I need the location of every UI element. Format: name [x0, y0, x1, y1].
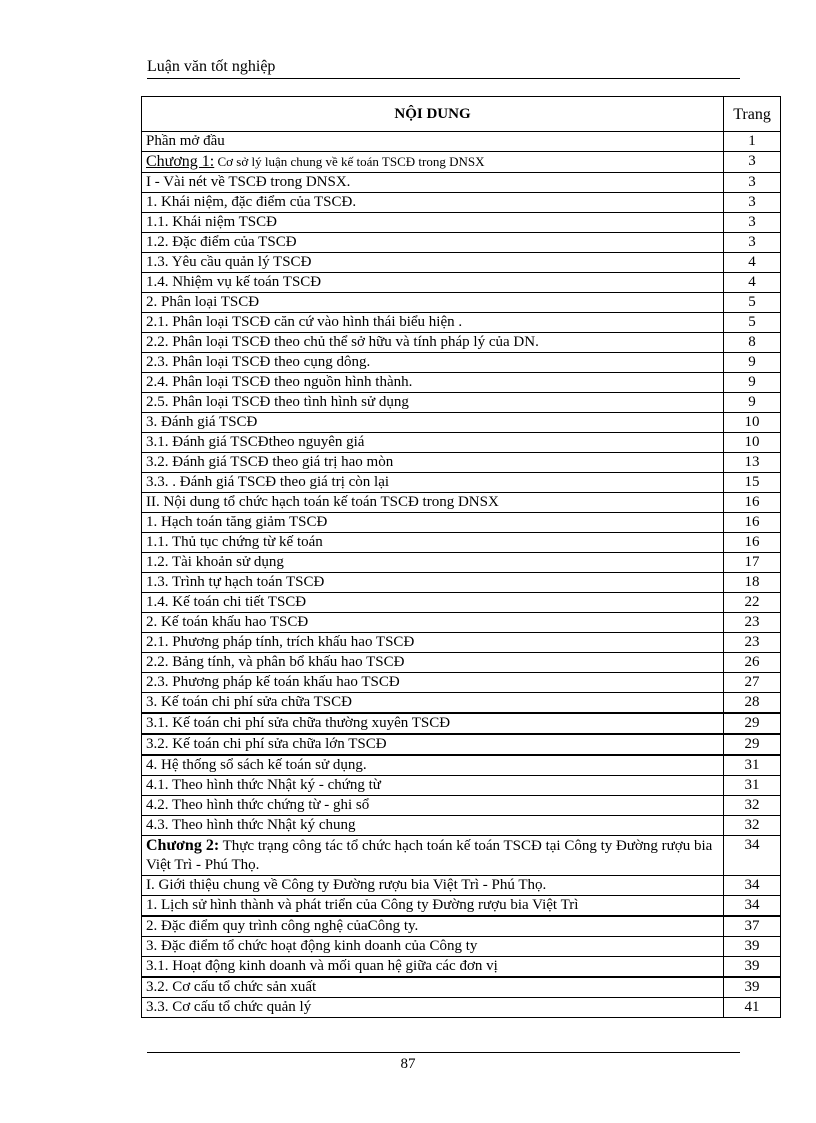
toc-page-number: 37 — [724, 916, 781, 937]
toc-entry-text: 1. Khái niệm, đặc điểm của TSCĐ. — [146, 194, 357, 210]
table-row — [142, 957, 781, 978]
toc-entry-text: 3.2. Đánh giá TSCĐ theo giá trị hao mòn — [146, 454, 394, 470]
toc-entry — [142, 493, 724, 513]
toc-entry — [142, 796, 724, 816]
toc-entry-text: 2.3. Phân loại TSCĐ theo cụng dông. — [146, 354, 371, 370]
toc-entry — [142, 213, 724, 233]
toc-entry — [142, 152, 724, 173]
toc-entry — [142, 633, 724, 653]
toc-entry-text: 3. Đánh giá TSCĐ — [146, 414, 258, 430]
toc-entry — [142, 977, 724, 998]
toc-entry-text: 2.1. Phương pháp tính, trích khấu hao TSCĐ — [146, 634, 415, 650]
toc-entry-text: Thực trạng công tác tổ chức hạch toán kế toán TSCĐ tại Công ty Đường rượu bia Việt Trì - Phú Thọ. — [146, 838, 713, 873]
table-row — [142, 353, 781, 373]
table-row — [142, 533, 781, 553]
table-row — [142, 755, 781, 776]
toc-entry-text: 4.1. Theo hình thức Nhật ký - chứng từ — [146, 777, 381, 793]
table-row — [142, 333, 781, 353]
table-of-contents — [141, 96, 781, 1018]
toc-entry-text: 1. Lịch sử hình thành và phát triển của Công ty Đường rượu bia Việt Trì — [146, 897, 579, 913]
toc-page-number: 10 — [724, 433, 781, 453]
toc-page-number: 9 — [724, 373, 781, 393]
toc-entry — [142, 533, 724, 553]
table-row — [142, 373, 781, 393]
toc-entry-text: Cơ sở lý luận chung về kế toán TSCĐ trong DNSX — [214, 154, 485, 169]
toc-entry-text: 1.3. Yêu cầu quản lý TSCĐ — [146, 254, 312, 270]
toc-page-number: 22 — [724, 593, 781, 613]
toc-page-number: 3 — [724, 152, 781, 173]
toc-page-number: 28 — [724, 693, 781, 714]
toc-page-number: 23 — [724, 633, 781, 653]
toc-entry-text: 2. Kế toán khấu hao TSCĐ — [146, 614, 309, 630]
toc-entry-text: I - Vài nét về TSCĐ trong DNSX. — [146, 174, 351, 190]
table-row — [142, 653, 781, 673]
toc-page-number: 41 — [724, 998, 781, 1018]
toc-page-number: 1 — [724, 132, 781, 152]
table-row — [142, 513, 781, 533]
toc-entry — [142, 755, 724, 776]
toc-entry — [142, 836, 724, 876]
table-row — [142, 937, 781, 957]
toc-entry — [142, 373, 724, 393]
toc-entry — [142, 613, 724, 633]
table-row — [142, 633, 781, 653]
toc-page-number: 39 — [724, 977, 781, 998]
toc-entry-text: 1.4. Kế toán chi tiết TSCĐ — [146, 594, 307, 610]
toc-entry — [142, 453, 724, 473]
toc-entry — [142, 876, 724, 896]
toc-entry-text: 4.2. Theo hình thức chứng từ - ghi sổ — [146, 797, 370, 813]
table-row — [142, 173, 781, 193]
table-row — [142, 693, 781, 714]
toc-entry-text: 1.2. Tài khoản sử dụng — [146, 554, 284, 570]
toc-entry-text: 1.3. Trình tự hạch toán TSCĐ — [146, 574, 325, 590]
toc-page-number: 31 — [724, 755, 781, 776]
table-row — [142, 713, 781, 734]
toc-entry-text: 3.1. Đánh giá TSCĐtheo nguyên giá — [146, 434, 365, 450]
toc-entry-text: 2.1. Phân loại TSCĐ căn cứ vào hình thái biểu hiện . — [146, 314, 463, 330]
toc-entry — [142, 776, 724, 796]
toc-page-number: 39 — [724, 937, 781, 957]
table-row — [142, 453, 781, 473]
toc-entry-text: 1.2. Đặc điểm của TSCĐ — [146, 234, 297, 250]
toc-entry — [142, 998, 724, 1018]
toc-entry-text: 1.4. Nhiệm vụ kế toán TSCĐ — [146, 274, 322, 290]
toc-entry-text: 3.1. Kế toán chi phí sửa chữa thường xuyên TSCĐ — [146, 715, 451, 731]
table-row — [142, 493, 781, 513]
toc-entry — [142, 693, 724, 714]
toc-page-number: 16 — [724, 533, 781, 553]
toc-entry-text: II. Nội dung tổ chức hạch toán kế toán TSCĐ trong DNSX — [146, 494, 499, 510]
toc-page-number: 18 — [724, 573, 781, 593]
toc-entry-text: 2.2. Phân loại TSCĐ theo chủ thể sở hữu và tính pháp lý của DN. — [146, 334, 539, 350]
toc-page-number: 5 — [724, 293, 781, 313]
toc-entry-text: 3. Đặc điểm tổ chức hoạt động kinh doanh của Công ty — [146, 938, 478, 954]
column-header-content: NỘI DUNG — [142, 97, 724, 132]
toc-entry-text: 2. Phân loại TSCĐ — [146, 294, 260, 310]
table-row — [142, 213, 781, 233]
toc-page-number: 5 — [724, 313, 781, 333]
toc-page-number: 13 — [724, 453, 781, 473]
toc-entry — [142, 353, 724, 373]
table-row — [142, 473, 781, 493]
table-row — [142, 673, 781, 693]
table-row — [142, 998, 781, 1018]
toc-page-number: 10 — [724, 413, 781, 433]
table-row — [142, 876, 781, 896]
toc-entry-text: 3.3. . Đánh giá TSCĐ theo giá trị còn lại — [146, 474, 390, 490]
toc-entry-text: 2. Đặc điểm quy trình công nghệ củaCông ty. — [146, 918, 419, 934]
toc-entry-text: Phần mở đầu — [146, 133, 225, 149]
toc-entry — [142, 653, 724, 673]
toc-header-row — [142, 97, 781, 132]
toc-entry — [142, 734, 724, 755]
toc-entry — [142, 473, 724, 493]
table-row — [142, 613, 781, 633]
table-row — [142, 273, 781, 293]
toc-page-number: 3 — [724, 193, 781, 213]
toc-page-number: 15 — [724, 473, 781, 493]
table-row — [142, 916, 781, 937]
toc-page-number: 3 — [724, 173, 781, 193]
toc-entry-text: 3. Kế toán chi phí sửa chữa TSCĐ — [146, 694, 352, 710]
table-row — [142, 152, 781, 173]
toc-entry-text: 3.2. Kế toán chi phí sửa chữa lớn TSCĐ — [146, 736, 387, 752]
toc-entry — [142, 957, 724, 978]
toc-entry — [142, 896, 724, 917]
table-row — [142, 836, 781, 876]
toc-entry-text: 2.4. Phân loại TSCĐ theo nguồn hình thành. — [146, 374, 413, 390]
table-row — [142, 977, 781, 998]
toc-entry — [142, 433, 724, 453]
header-title: Luận văn tốt nghiệp — [147, 58, 276, 75]
toc-entry — [142, 713, 724, 734]
toc-page-number: 3 — [724, 213, 781, 233]
toc-entry — [142, 293, 724, 313]
toc-entry — [142, 553, 724, 573]
toc-page-number: 9 — [724, 393, 781, 413]
toc-page-number: 9 — [724, 353, 781, 373]
toc-entry — [142, 313, 724, 333]
table-row — [142, 816, 781, 836]
toc-entry-text: 3.1. Hoạt động kinh doanh và mối quan hệ giữa các đơn vị — [146, 958, 498, 974]
chapter-prefix: Chương 2: — [146, 837, 220, 854]
table-row — [142, 253, 781, 273]
toc-entry — [142, 253, 724, 273]
table-row — [142, 796, 781, 816]
table-row — [142, 553, 781, 573]
toc-entry-text: 1.1. Khái niệm TSCĐ — [146, 214, 277, 230]
toc-entry-text: 3.3. Cơ cấu tổ chức quản lý — [146, 999, 312, 1015]
toc-page-number: 26 — [724, 653, 781, 673]
toc-entry — [142, 132, 724, 152]
toc-entry — [142, 193, 724, 213]
table-row — [142, 132, 781, 152]
toc-page-number: 4 — [724, 273, 781, 293]
table-row — [142, 734, 781, 755]
toc-entry — [142, 593, 724, 613]
table-row — [142, 413, 781, 433]
toc-page-number: 34 — [724, 836, 781, 876]
toc-page-number: 3 — [724, 233, 781, 253]
toc-page-number: 23 — [724, 613, 781, 633]
table-row — [142, 233, 781, 253]
page-number: 87 — [400, 1056, 416, 1072]
table-row — [142, 896, 781, 917]
table-row — [142, 573, 781, 593]
toc-page-number: 32 — [724, 796, 781, 816]
toc-entry — [142, 937, 724, 957]
toc-page-number: 34 — [724, 876, 781, 896]
table-row — [142, 193, 781, 213]
chapter-prefix: Chương 1: — [146, 153, 215, 170]
toc-entry-text: 2.3. Phương pháp kế toán khấu hao TSCĐ — [146, 674, 400, 690]
toc-entry — [142, 916, 724, 937]
toc-entry-text: 2.5. Phân loại TSCĐ theo tình hình sử dụng — [146, 394, 409, 410]
toc-entry — [142, 673, 724, 693]
toc-entry-text: 1. Hạch toán tăng giảm TSCĐ — [146, 514, 328, 530]
toc-entry-text: 2.2. Bảng tính, và phân bổ khấu hao TSCĐ — [146, 654, 405, 670]
toc-page-number: 4 — [724, 253, 781, 273]
toc-entry — [142, 413, 724, 433]
toc-entry-text: I. Giới thiệu chung về Công ty Đường rượu bia Việt Trì - Phú Thọ. — [146, 877, 547, 893]
toc-entry — [142, 513, 724, 533]
toc-entry-text: 1.1. Thủ tục chứng từ kế toán — [146, 534, 323, 550]
toc-entry-text: 4. Hệ thống sổ sách kế toán sử dụng. — [146, 757, 367, 773]
toc-page-number: 8 — [724, 333, 781, 353]
toc-page-number: 31 — [724, 776, 781, 796]
toc-page-number: 34 — [724, 896, 781, 917]
toc-entry — [142, 233, 724, 253]
toc-page-number: 29 — [724, 734, 781, 755]
toc-entry-text: 3.2. Cơ cấu tổ chức sản xuất — [146, 979, 317, 995]
table-row — [142, 293, 781, 313]
toc-entry — [142, 273, 724, 293]
toc-page-number: 39 — [724, 957, 781, 978]
toc-entry — [142, 573, 724, 593]
table-row — [142, 776, 781, 796]
toc-entry — [142, 333, 724, 353]
toc-entry — [142, 816, 724, 836]
toc-entry — [142, 393, 724, 413]
toc-entry-text: 4.3. Theo hình thức Nhật ký chung — [146, 817, 356, 833]
table-row — [142, 433, 781, 453]
table-row — [142, 393, 781, 413]
toc-page-number: 29 — [724, 713, 781, 734]
toc-page-number: 32 — [724, 816, 781, 836]
document-header — [147, 58, 740, 79]
toc-page-number: 27 — [724, 673, 781, 693]
toc-page-number: 16 — [724, 493, 781, 513]
table-row — [142, 593, 781, 613]
toc-entry — [142, 173, 724, 193]
toc-page-number: 17 — [724, 553, 781, 573]
toc-page-number: 16 — [724, 513, 781, 533]
toc-body — [142, 132, 781, 1018]
column-header-page: Trang — [724, 97, 781, 132]
table-row — [142, 313, 781, 333]
footer-divider — [147, 1052, 740, 1053]
